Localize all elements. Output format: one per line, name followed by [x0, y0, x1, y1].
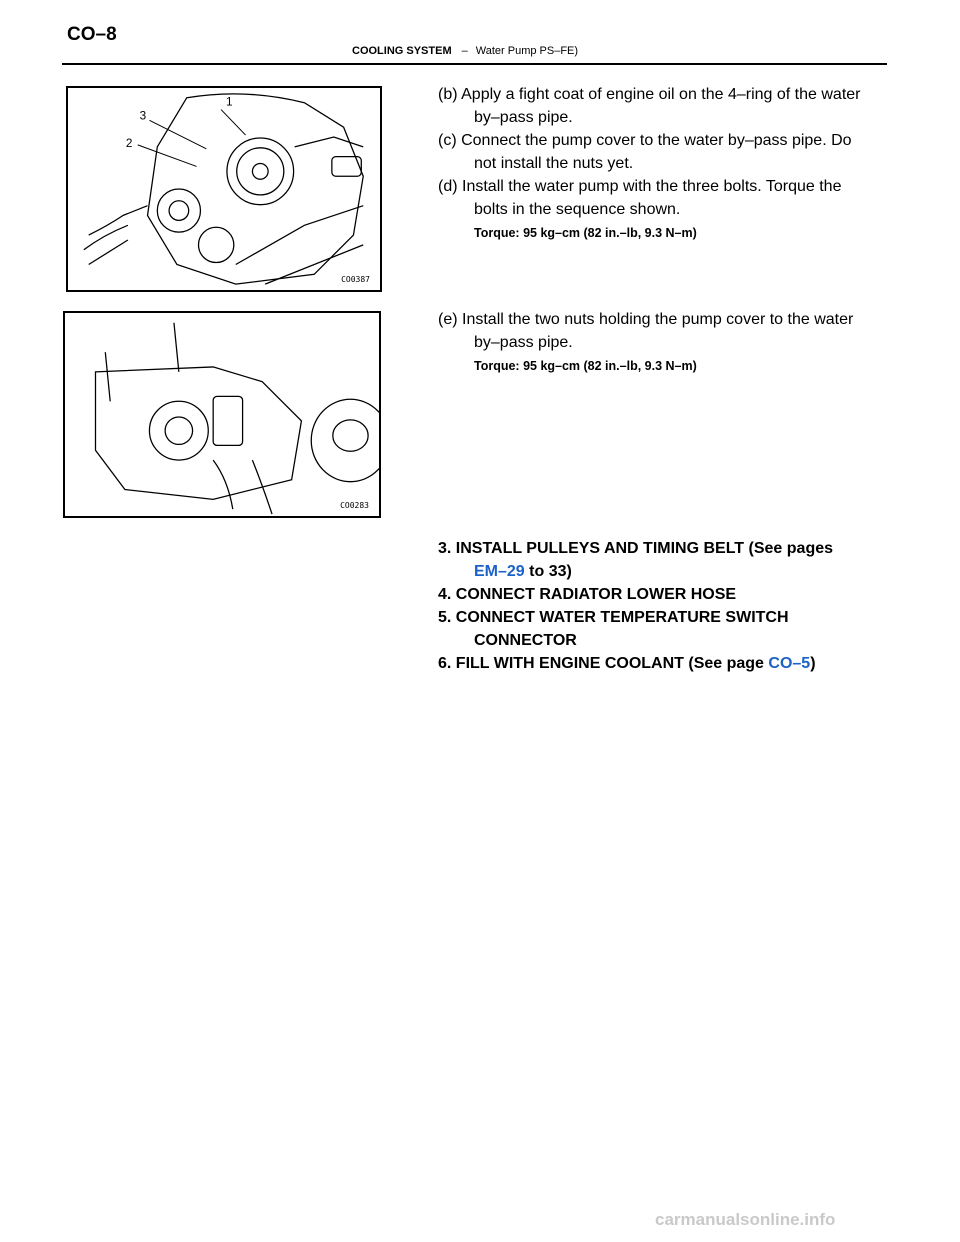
page-code: CO–8: [67, 24, 117, 45]
figure-water-pump-bolts: [66, 86, 382, 292]
link-co-5[interactable]: CO–5: [768, 655, 811, 672]
watermark: carmanualsonline.info: [655, 1210, 836, 1229]
step-d-text: (d) Install the water pump with the three bolts. Torque the: [438, 178, 842, 195]
callout-2: 2: [125, 136, 133, 150]
task-3-cont: [438, 560, 888, 583]
step-b: [438, 83, 888, 129]
task-3: [438, 537, 888, 583]
pump-cover-illustration: [65, 313, 379, 516]
steps-b-to-d: [438, 83, 888, 243]
task-3-text: 3. INSTALL PULLEYS AND TIMING BELT (See pages: [438, 540, 834, 557]
step-e-text-cont: by–pass pipe.: [474, 334, 573, 351]
task-4: 4. CONNECT RADIATOR LOWER HOSE: [438, 586, 737, 603]
water-pump-illustration: [68, 88, 380, 290]
step-d-text-cont: bolts in the sequence shown.: [474, 201, 681, 218]
torque-spec: Torque: 95 kg–cm (82 in.–lb, 9.3 N–m): [474, 359, 697, 373]
figure-pump-cover-nuts: [63, 311, 381, 518]
step-e-block: [438, 308, 888, 376]
running-header: [352, 45, 578, 57]
task-list: [438, 537, 888, 675]
task-6: [438, 652, 888, 675]
figure-code: CO0387: [341, 275, 370, 284]
subsection-title: Water Pump PS–FE): [475, 45, 579, 57]
step-b-text-cont: by–pass pipe.: [474, 109, 573, 126]
step-c-text-cont: not install the nuts yet.: [474, 155, 634, 172]
step-c-text: (c) Connect the pump cover to the water by–pass pipe. Do: [438, 132, 852, 149]
task-5-text-cont: CONNECTOR: [474, 632, 577, 649]
step-d: [438, 175, 888, 221]
step-e-text: (e) Install the two nuts holding the pump cover to the water: [438, 311, 854, 328]
task-6-close: ): [810, 655, 816, 672]
callout-1: 1: [225, 95, 233, 109]
header-separator: –: [461, 45, 468, 57]
link-em-29[interactable]: EM–29: [474, 563, 525, 580]
figure-code: CO0283: [340, 501, 369, 510]
step-e: [438, 308, 888, 354]
task-6-text: 6. FILL WITH ENGINE COOLANT (See page: [438, 655, 769, 672]
task-5-text: 5. CONNECT WATER TEMPERATURE SWITCH: [438, 609, 789, 626]
torque-spec: Torque: 95 kg–cm (82 in.–lb, 9.3 N–m): [474, 226, 697, 240]
header-rule: [62, 63, 887, 65]
step-c: [438, 129, 888, 175]
step-b-text: (b) Apply a fight coat of engine oil on the 4–ring of the water: [438, 86, 861, 103]
task-3-rest: to 33): [524, 563, 572, 580]
callout-3: 3: [139, 109, 147, 123]
task-5: [438, 606, 888, 652]
section-title: COOLING SYSTEM: [352, 45, 452, 57]
